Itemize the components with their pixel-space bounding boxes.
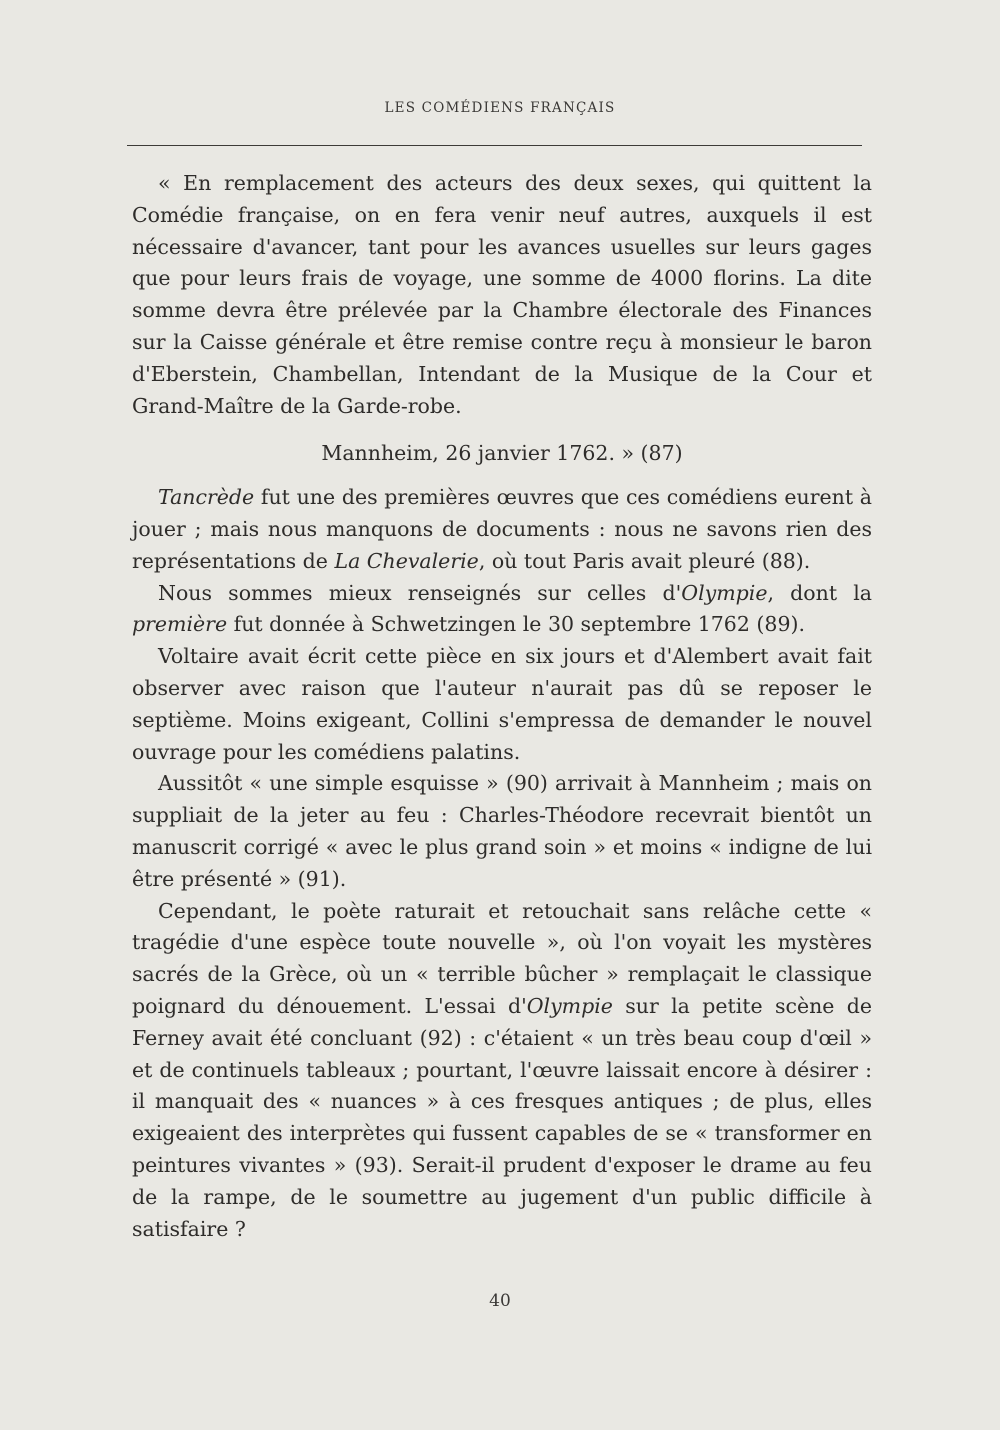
header-rule (127, 145, 862, 146)
page-number: 40 (489, 1291, 511, 1311)
dateline: Mannheim, 26 janvier 1762. » (87) (321, 441, 683, 466)
paragraph-text: Nous sommes mieux renseignés sur celles d' (158, 580, 682, 605)
paragraph-aussitot: Aussitôt « une simple esquisse » (90) arrivait à Mannheim ; mais on suppliait de la jeter au feu : Charles-Théodore recevrait bientôt un manuscrit corrigé « avec le plus grand soin » et moins « indigne de lui être présenté » (91). (132, 771, 872, 891)
paragraph-olympie (132, 578, 872, 642)
paragraph-tancrede (132, 482, 872, 577)
paragraph-text: fut donnée à Schwetzingen le 30 septembre 1762 (89). (227, 612, 805, 637)
paragraph-cependant (132, 896, 872, 1246)
paragraph-text: sur la petite scène de Ferney avait été concluant (92) : c'étaient « un très beau coup d'œil » et de continuels tableaux ; pourtant, l'œuvre laissait encore à désirer : il manquait des « nuances » à ces fresques antiques ; de plus, elles exigeaient des interprètes qui fussent capables de se « transformer en peintures vivantes » (93). Serait-il prudent d'exposer le drame au feu de la rampe, de le soumettre au jugement d'un public difficile à satisfaire ? (132, 993, 872, 1241)
paragraph-voltaire: Voltaire avait écrit cette pièce en six jours et d'Alembert avait fait observer avec raison que l'auteur n'aurait pas dû se reposer le septième. Moins exigeant, Collini s'empressa de demander le nouvel ouvrage pour les comédiens palatins. (132, 644, 872, 764)
paragraph-text: Cependant, le poète raturait et retouchait sans relâche cette « tragédie d'une espèce toute nouvelle », où l'on voyait les mystères sacrés de la Grèce, où un « terrible bûcher » remplaçait le classique poignard du dénouement. L'essai d' (132, 898, 872, 1018)
body-text (132, 168, 872, 1245)
emphasis-premiere: première (132, 612, 228, 637)
paragraph-text: fut une des premières œuvres que ces comédiens eurent à jouer ; mais nous manquons de documents : nous ne savons rien des représentations de (132, 485, 872, 573)
quoted-decree-paragraph: « En remplacement des acteurs des deux sexes, qui quittent la Comédie française, on en fera venir neuf autres, auxquels il est nécessaire d'avancer, tant pour les avances usuelles sur leurs gages que pour leurs frais de voyage, une somme de 4000 florins. La dite somme devra être prélevée par la Chambre électorale des Finances sur la Caisse générale et être remise contre reçu à monsieur le baron d'Eberstein, Chambellan, Intendant de la Musique de la Cour et Grand-Maître de la Garde-robe. (132, 171, 872, 418)
paragraph-text: , où tout Paris avait pleuré (88). (478, 548, 811, 573)
title-olympie: Olympie (526, 993, 613, 1018)
title-tancrede: Tancrède (158, 485, 255, 510)
title-la-chevalerie: La Chevalerie (334, 548, 479, 573)
paragraph-text: , dont la (767, 580, 872, 605)
title-olympie: Olympie (681, 580, 768, 605)
running-head: LES COMÉDIENS FRANÇAIS (384, 100, 616, 116)
